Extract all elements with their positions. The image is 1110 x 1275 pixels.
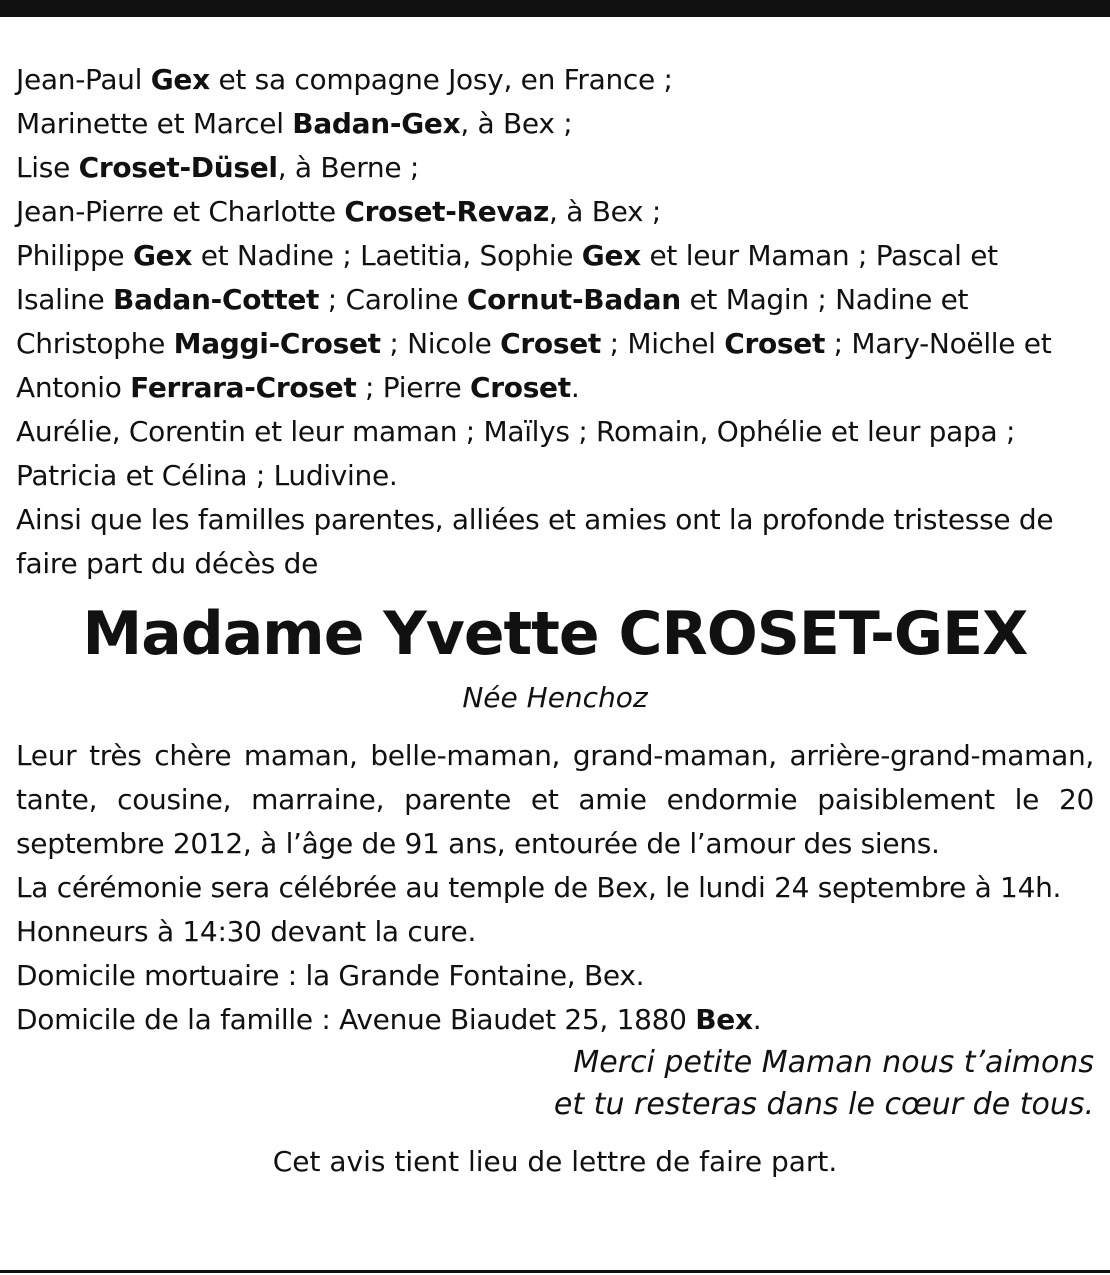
description-paragraph: Leur très chère maman, belle-maman, grand-maman, arrière-grand-maman, tante, cousine, marraine, parente et amie endormie paisiblement le 20 septembre 2012, à l’âge de 91 ans, entourée de l’amour des siens. xyxy=(16,739,1094,860)
text: Jean-Pierre et Charlotte xyxy=(16,195,345,228)
maiden-name: Née Henchoz xyxy=(462,681,648,714)
surname: Gex xyxy=(150,63,210,96)
mourner-line xyxy=(16,146,1094,190)
ceremony-paragraph: La cérémonie sera célébrée au temple de Bex, le lundi 24 septembre à 14h. xyxy=(16,871,1062,904)
closing-quote-line-2: et tu resteras dans le cœur de tous. xyxy=(553,1087,1094,1122)
surname: Croset xyxy=(724,327,826,360)
closing-quote-line-1: Merci petite Maman nous t’aimons xyxy=(573,1045,1094,1080)
surname: Gex xyxy=(132,239,193,272)
text: et Nadine ; Laetitia, Sophie xyxy=(192,239,582,272)
top-border xyxy=(0,0,1110,17)
text: et leur Maman ; Pascal et Isaline xyxy=(16,239,998,316)
surname: Croset xyxy=(500,327,601,360)
surname: Ferrara-Croset xyxy=(130,371,357,404)
text: . xyxy=(570,371,580,404)
bottom-border xyxy=(0,1270,1110,1273)
text: ; Michel xyxy=(601,327,725,360)
text: , à Bex ; xyxy=(549,195,662,228)
honours-line: Honneurs à 14:30 devant la cure. xyxy=(16,915,477,948)
mourner-line xyxy=(16,102,1094,146)
text: et Magin ; Nadine et Christophe xyxy=(16,283,969,360)
text: Lise xyxy=(16,151,79,184)
text: Jean-Paul xyxy=(16,63,151,96)
text: , à Berne ; xyxy=(277,151,420,184)
mortuary-line: Domicile mortuaire : la Grande Fontaine, Bex. xyxy=(16,959,645,992)
text: et sa compagne Josy, en France ; xyxy=(209,63,673,96)
notice-footer: Cet avis tient lieu de lettre de faire part. xyxy=(272,1145,838,1178)
great-grandchildren-paragraph: Aurélie, Corentin et leur maman ; Maïlys ; Romain, Ophélie et leur papa ; Patricia et Célina ; Ludivine. xyxy=(16,415,1016,492)
grandchildren-paragraph xyxy=(16,234,1094,410)
announcement-paragraph: Ainsi que les familles parentes, alliées et amies ont la profonde tristesse de faire part du décès de xyxy=(16,503,1054,580)
text: Marinette et Marcel xyxy=(16,107,293,140)
surname: Maggi-Croset xyxy=(173,327,381,360)
surname: Croset-Düsel xyxy=(78,151,278,184)
surname: Gex xyxy=(581,239,641,272)
text: ; Mary-Noëlle et Antonio xyxy=(16,327,1052,404)
surname: Cornut-Badan xyxy=(466,283,681,316)
deceased-name: Madame Yvette CROSET-GEX xyxy=(82,599,1028,669)
text: Philippe xyxy=(16,239,133,272)
surname: Croset-Revaz xyxy=(344,195,550,228)
surname: Croset xyxy=(470,371,571,404)
surname: Badan-Cottet xyxy=(113,283,320,316)
mourner-line xyxy=(16,58,1094,102)
obituary-notice xyxy=(16,58,1094,1184)
mourner-line xyxy=(16,190,1094,234)
text: , à Bex ; xyxy=(460,107,573,140)
surname: Badan-Gex xyxy=(292,107,461,140)
text: ; Caroline xyxy=(319,283,467,316)
text: ; Nicole xyxy=(380,327,501,360)
text: ; Pierre xyxy=(356,371,470,404)
text: Domicile de la famille : Avenue Biaudet 25, 1880 xyxy=(16,1003,696,1036)
text: . xyxy=(752,1003,762,1036)
city: Bex xyxy=(695,1003,753,1036)
family-home-line xyxy=(16,998,1094,1042)
